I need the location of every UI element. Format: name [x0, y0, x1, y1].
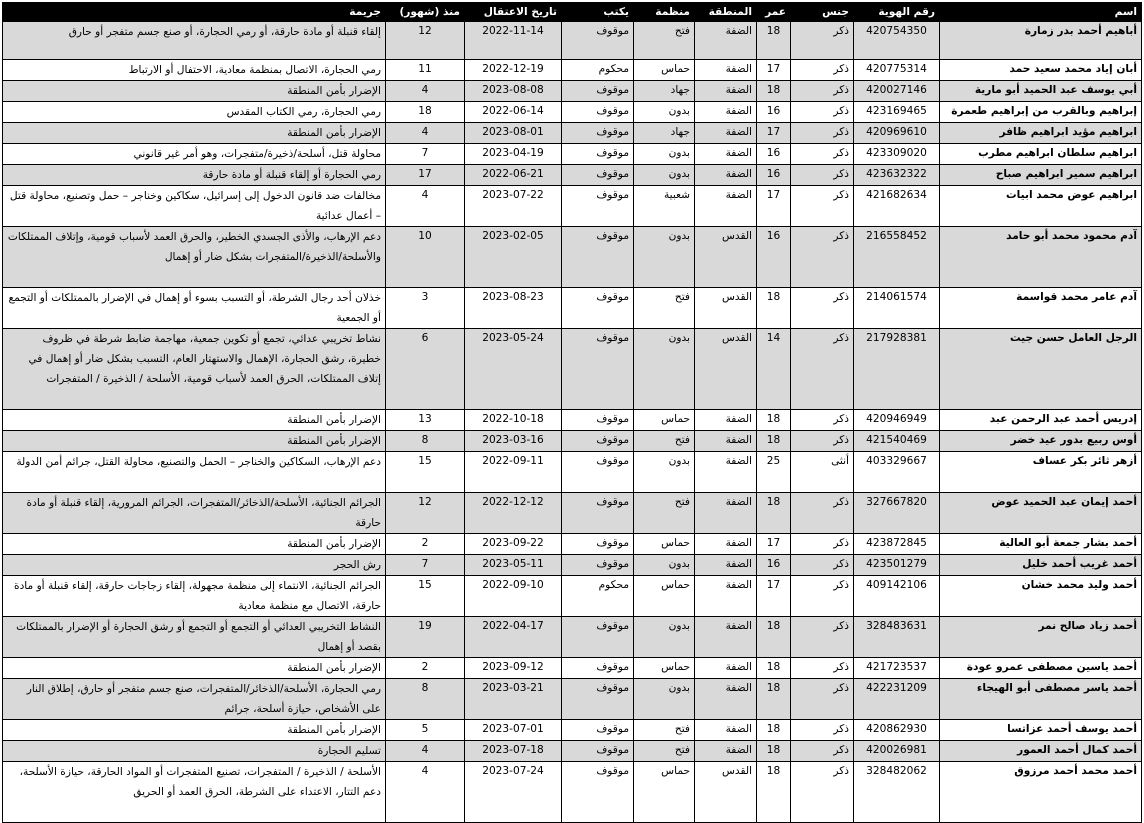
cell-org: بدون: [634, 452, 695, 493]
cell-name: أحمد ياسر مصطفى أبو الهيجاء: [940, 679, 1142, 720]
cell-gender: ذكر: [791, 186, 854, 227]
header-status: يكتب: [562, 3, 634, 22]
cell-status: موقوف: [562, 186, 634, 227]
cell-months: 8: [386, 431, 465, 452]
cell-months: 7: [386, 144, 465, 165]
cell-status: موقوف: [562, 534, 634, 555]
cell-region: الضفة: [695, 165, 757, 186]
table-row: [3, 741, 1142, 762]
cell-name: أبان إياد محمد سعيد حمد: [940, 60, 1142, 81]
cell-id: 420027146: [854, 81, 940, 102]
table-row: [3, 452, 1142, 493]
cell-months: 4: [386, 81, 465, 102]
cell-age: 18: [757, 679, 791, 720]
cell-status: موقوف: [562, 431, 634, 452]
cell-crime: الجرائم الجنائية، الانتماء إلى منظمة مجهولة، إلقاء زجاجات حارقة، إلقاء قنبلة أو مادة حارقة، الاتصال مع منظمة معادية: [3, 576, 386, 617]
cell-crime: الإضرار بأمن المنطقة: [3, 431, 386, 452]
cell-id: 328483631: [854, 617, 940, 658]
cell-age: 17: [757, 123, 791, 144]
cell-status: موقوف: [562, 227, 634, 288]
table-row: [3, 617, 1142, 658]
table-row: [3, 762, 1142, 823]
cell-age: 18: [757, 493, 791, 534]
cell-org: حماس: [634, 658, 695, 679]
cell-arrest-date: 2023-09-12: [465, 658, 562, 679]
cell-status: موقوف: [562, 81, 634, 102]
cell-org: حماس: [634, 410, 695, 431]
cell-age: 16: [757, 555, 791, 576]
cell-name: أبي يوسف عبد الحميد أبو مارية: [940, 81, 1142, 102]
cell-months: 4: [386, 762, 465, 823]
table-row: [3, 81, 1142, 102]
header-name: اسم: [940, 3, 1142, 22]
cell-org: بدون: [634, 102, 695, 123]
cell-age: 16: [757, 102, 791, 123]
table-row: [3, 720, 1142, 741]
cell-org: حماس: [634, 762, 695, 823]
cell-gender: ذكر: [791, 534, 854, 555]
cell-status: موقوف: [562, 452, 634, 493]
cell-status: موقوف: [562, 329, 634, 410]
cell-region: الضفة: [695, 741, 757, 762]
cell-id: 420754350: [854, 22, 940, 60]
cell-crime: رش الحجر: [3, 555, 386, 576]
cell-crime: نشاط تخريبي عدائي، تجمع أو تكوين جمعية، مهاجمة ضابط شرطة في ظروف خطيرة، رشق الحجارة، الإهمال والاستهتار العام، التسبب بشكل ضار أو إهمال في إتلاف الممتلكات، الحرق العمد لأسباب قومية، الأسلحة / الذخيرة / المتفجرات: [3, 329, 386, 410]
cell-id: 423872845: [854, 534, 940, 555]
cell-age: 18: [757, 288, 791, 329]
cell-months: 8: [386, 679, 465, 720]
cell-status: موقوف: [562, 102, 634, 123]
cell-org: بدون: [634, 329, 695, 410]
cell-org: بدون: [634, 165, 695, 186]
cell-age: 18: [757, 741, 791, 762]
cell-months: 13: [386, 410, 465, 431]
cell-arrest-date: 2023-05-11: [465, 555, 562, 576]
cell-arrest-date: 2022-09-11: [465, 452, 562, 493]
cell-months: 15: [386, 576, 465, 617]
detainees-table: [2, 2, 1142, 823]
cell-name: أحمد كمال أحمد العمور: [940, 741, 1142, 762]
cell-months: 18: [386, 102, 465, 123]
cell-gender: ذكر: [791, 123, 854, 144]
cell-id: 421682634: [854, 186, 940, 227]
table-row: [3, 186, 1142, 227]
cell-id: 421540469: [854, 431, 940, 452]
cell-age: 18: [757, 762, 791, 823]
header-org: منظمة: [634, 3, 695, 22]
cell-region: الضفة: [695, 410, 757, 431]
cell-crime: رمي الحجارة أو إلقاء قنبلة أو مادة حارقة: [3, 165, 386, 186]
table-row: [3, 123, 1142, 144]
cell-name: أحمد وليد محمد خشان: [940, 576, 1142, 617]
cell-age: 17: [757, 534, 791, 555]
cell-org: فتح: [634, 288, 695, 329]
cell-months: 4: [386, 123, 465, 144]
cell-org: بدون: [634, 227, 695, 288]
table-row: [3, 658, 1142, 679]
cell-id: 423309020: [854, 144, 940, 165]
cell-crime: خذلان أحد رجال الشرطة، أو التسبب بسوء أو إهمال في الإضرار بالممتلكات أو التجمع أو الجمعية: [3, 288, 386, 329]
cell-status: موقوف: [562, 741, 634, 762]
cell-arrest-date: 2023-07-22: [465, 186, 562, 227]
cell-months: 10: [386, 227, 465, 288]
cell-arrest-date: 2022-12-12: [465, 493, 562, 534]
cell-gender: ذكر: [791, 60, 854, 81]
cell-id: 217928381: [854, 329, 940, 410]
table-row: [3, 102, 1142, 123]
cell-gender: ذكر: [791, 227, 854, 288]
table-row: [3, 60, 1142, 81]
cell-months: 17: [386, 165, 465, 186]
cell-age: 17: [757, 186, 791, 227]
cell-gender: ذكر: [791, 288, 854, 329]
table-row: [3, 555, 1142, 576]
cell-months: 7: [386, 555, 465, 576]
cell-id: 409142106: [854, 576, 940, 617]
cell-id: 420946949: [854, 410, 940, 431]
cell-region: القدس: [695, 329, 757, 410]
cell-arrest-date: 2023-09-22: [465, 534, 562, 555]
cell-age: 18: [757, 81, 791, 102]
cell-name: ابراهيم عوض محمد ابيات: [940, 186, 1142, 227]
cell-region: الضفة: [695, 123, 757, 144]
cell-org: شعبية: [634, 186, 695, 227]
table-row: [3, 576, 1142, 617]
cell-arrest-date: 2023-04-19: [465, 144, 562, 165]
cell-org: بدون: [634, 555, 695, 576]
cell-status: محكوم: [562, 576, 634, 617]
cell-arrest-date: 2022-10-18: [465, 410, 562, 431]
cell-status: موقوف: [562, 658, 634, 679]
cell-name: أوس ربيع بدور عيد خضر: [940, 431, 1142, 452]
cell-name: إبراهيم وبالقرب من إبراهيم طعمرة: [940, 102, 1142, 123]
cell-id: 420862930: [854, 720, 940, 741]
cell-id: 328482062: [854, 762, 940, 823]
cell-org: فتح: [634, 741, 695, 762]
cell-months: 2: [386, 534, 465, 555]
cell-gender: ذكر: [791, 410, 854, 431]
cell-age: 17: [757, 576, 791, 617]
cell-name: أحمد إيمان عبد الحميد عوض: [940, 493, 1142, 534]
cell-status: موقوف: [562, 22, 634, 60]
cell-age: 17: [757, 60, 791, 81]
cell-org: فتح: [634, 22, 695, 60]
cell-region: الضفة: [695, 431, 757, 452]
cell-org: حماس: [634, 60, 695, 81]
cell-status: موقوف: [562, 165, 634, 186]
cell-region: القدس: [695, 288, 757, 329]
cell-months: 4: [386, 186, 465, 227]
cell-status: موقوف: [562, 720, 634, 741]
cell-id: 422231209: [854, 679, 940, 720]
cell-org: فتح: [634, 431, 695, 452]
cell-months: 5: [386, 720, 465, 741]
cell-crime: الإضرار بأمن المنطقة: [3, 534, 386, 555]
cell-age: 18: [757, 658, 791, 679]
cell-crime: الإضرار بأمن المنطقة: [3, 658, 386, 679]
cell-gender: ذكر: [791, 22, 854, 60]
cell-name: أحمد زياد صالح نمر: [940, 617, 1142, 658]
cell-name: آدم محمود محمد أبو حامد: [940, 227, 1142, 288]
cell-gender: ذكر: [791, 741, 854, 762]
cell-region: الضفة: [695, 102, 757, 123]
cell-status: موقوف: [562, 410, 634, 431]
cell-gender: ذكر: [791, 576, 854, 617]
cell-arrest-date: 2023-08-08: [465, 81, 562, 102]
cell-crime: الجرائم الجنائية، الأسلحة/الذخائر/المتفجرات، الجرائم المرورية، إلقاء قنبلة أو مادة حارقة: [3, 493, 386, 534]
cell-gender: ذكر: [791, 329, 854, 410]
cell-id: 420969610: [854, 123, 940, 144]
cell-crime: الإضرار بأمن المنطقة: [3, 123, 386, 144]
cell-arrest-date: 2023-08-01: [465, 123, 562, 144]
header-age: عمر: [757, 3, 791, 22]
cell-id: 216558452: [854, 227, 940, 288]
cell-name: ابراهيم سمير ابراهيم صباح: [940, 165, 1142, 186]
cell-org: حماس: [634, 576, 695, 617]
cell-age: 18: [757, 617, 791, 658]
cell-org: حماس: [634, 534, 695, 555]
cell-age: 18: [757, 431, 791, 452]
cell-id: 423501279: [854, 555, 940, 576]
cell-gender: ذكر: [791, 81, 854, 102]
cell-crime: إلقاء قنبلة أو مادة حارقة، أو رمي الحجارة، أو صنع جسم متفجر أو حارق: [3, 22, 386, 60]
cell-name: أحمد محمد أحمد مرزوق: [940, 762, 1142, 823]
table-row: [3, 410, 1142, 431]
cell-org: بدون: [634, 144, 695, 165]
cell-status: موقوف: [562, 493, 634, 534]
cell-org: جهاد: [634, 81, 695, 102]
cell-name: الرجل العامل حسن جيت: [940, 329, 1142, 410]
table-row: [3, 431, 1142, 452]
cell-age: 18: [757, 410, 791, 431]
cell-gender: ذكر: [791, 493, 854, 534]
cell-arrest-date: 2022-09-10: [465, 576, 562, 617]
cell-arrest-date: 2023-02-05: [465, 227, 562, 288]
cell-months: 3: [386, 288, 465, 329]
cell-status: موقوف: [562, 762, 634, 823]
cell-status: محكوم: [562, 60, 634, 81]
cell-crime: دعم الإرهاب، السكاكين والخناجر – الحمل والتصنيع، محاولة القتل، جرائم أمن الدولة: [3, 452, 386, 493]
cell-months: 19: [386, 617, 465, 658]
cell-gender: أنثى: [791, 452, 854, 493]
cell-region: الضفة: [695, 720, 757, 741]
cell-arrest-date: 2022-11-14: [465, 22, 562, 60]
table-row: [3, 165, 1142, 186]
cell-status: موقوف: [562, 123, 634, 144]
cell-status: موقوف: [562, 288, 634, 329]
table-row: [3, 534, 1142, 555]
header-months: منذ (شهور): [386, 3, 465, 22]
cell-arrest-date: 2023-07-24: [465, 762, 562, 823]
cell-gender: ذكر: [791, 431, 854, 452]
cell-org: جهاد: [634, 123, 695, 144]
cell-region: الضفة: [695, 493, 757, 534]
cell-arrest-date: 2022-04-17: [465, 617, 562, 658]
cell-crime: الإضرار بأمن المنطقة: [3, 81, 386, 102]
cell-arrest-date: 2022-06-21: [465, 165, 562, 186]
cell-months: 12: [386, 493, 465, 534]
cell-status: موقوف: [562, 144, 634, 165]
cell-region: الضفة: [695, 81, 757, 102]
cell-region: الضفة: [695, 186, 757, 227]
cell-org: بدون: [634, 617, 695, 658]
cell-gender: ذكر: [791, 617, 854, 658]
cell-gender: ذكر: [791, 144, 854, 165]
cell-months: 11: [386, 60, 465, 81]
cell-id: 327667820: [854, 493, 940, 534]
cell-age: 14: [757, 329, 791, 410]
cell-name: أزهر ثائر بكر عساف: [940, 452, 1142, 493]
header-row: [3, 3, 1142, 22]
cell-crime: الأسلحة / الذخيرة / المتفجرات، تصنيع المتفجرات أو المواد الحارقة، حيازة الأسلحة، دعم التتار، الاعتداء على الشرطة، الحرق العمد أو الحريق: [3, 762, 386, 823]
cell-region: الضفة: [695, 534, 757, 555]
header-gender: جنس: [791, 3, 854, 22]
cell-name: ابراهيم مؤيد ابراهيم ظافر: [940, 123, 1142, 144]
cell-age: 18: [757, 720, 791, 741]
cell-age: 16: [757, 144, 791, 165]
cell-months: 6: [386, 329, 465, 410]
table-row: [3, 22, 1142, 60]
cell-crime: الإضرار بأمن المنطقة: [3, 720, 386, 741]
cell-crime: دعم الإرهاب، والأذى الجسدي الخطير، والحرق العمد لأسباب قومية، وإتلاف الممتلكات والأسلحة/الذخيرة/المتفجرات بشكل ضار أو إهمال: [3, 227, 386, 288]
table-row: [3, 679, 1142, 720]
cell-gender: ذكر: [791, 555, 854, 576]
table-row: [3, 288, 1142, 329]
cell-name: أحمد ياسين مصطفى عمرو عودة: [940, 658, 1142, 679]
cell-arrest-date: 2022-06-14: [465, 102, 562, 123]
cell-name: أحمد يوسف أحمد عزاتسا: [940, 720, 1142, 741]
cell-gender: ذكر: [791, 679, 854, 720]
cell-region: القدس: [695, 227, 757, 288]
cell-region: الضفة: [695, 617, 757, 658]
cell-region: الضفة: [695, 60, 757, 81]
table-row: [3, 493, 1142, 534]
cell-id: 420775314: [854, 60, 940, 81]
table-row: [3, 329, 1142, 410]
cell-crime: تسليم الحجارة: [3, 741, 386, 762]
cell-status: موقوف: [562, 617, 634, 658]
cell-months: 15: [386, 452, 465, 493]
cell-age: 25: [757, 452, 791, 493]
cell-crime: مخالفات ضد قانون الدخول إلى إسرائيل، سكاكين وخناجر – حمل وتصنيع، محاولة قتل – أعمال عدائية: [3, 186, 386, 227]
cell-gender: ذكر: [791, 762, 854, 823]
cell-name: إدريس أحمد عبد الرحمن عبد: [940, 410, 1142, 431]
cell-gender: ذكر: [791, 165, 854, 186]
cell-region: الضفة: [695, 452, 757, 493]
cell-arrest-date: 2023-03-21: [465, 679, 562, 720]
cell-months: 12: [386, 22, 465, 60]
cell-gender: ذكر: [791, 102, 854, 123]
header-region: المنطقة: [695, 3, 757, 22]
cell-crime: رمي الحجارة، رمي الكتاب المقدس: [3, 102, 386, 123]
cell-id: 421723537: [854, 658, 940, 679]
cell-age: 18: [757, 22, 791, 60]
cell-org: فتح: [634, 493, 695, 534]
cell-age: 16: [757, 227, 791, 288]
cell-crime: رمي الحجارة، الأسلحة/الذخائر/المتفجرات، صنع جسم متفجر أو حارق، إطلاق النار على الأشخاص، حيازة أسلحة، جرائم: [3, 679, 386, 720]
cell-arrest-date: 2023-03-16: [465, 431, 562, 452]
cell-name: آدم عامر محمد قواسمة: [940, 288, 1142, 329]
cell-arrest-date: 2023-08-23: [465, 288, 562, 329]
cell-arrest-date: 2023-07-01: [465, 720, 562, 741]
cell-region: الضفة: [695, 22, 757, 60]
cell-months: 2: [386, 658, 465, 679]
cell-age: 16: [757, 165, 791, 186]
cell-crime: محاولة قتل، أسلحة/ذخيرة/متفجرات، وهو أمر غير قانوني: [3, 144, 386, 165]
cell-gender: ذكر: [791, 658, 854, 679]
cell-name: أحمد بشار جمعة أبو العالية: [940, 534, 1142, 555]
header-id: رقم الهوية: [854, 3, 940, 22]
cell-name: ابراهيم سلطان ابراهيم مطرب: [940, 144, 1142, 165]
cell-id: 420026981: [854, 741, 940, 762]
cell-region: القدس: [695, 762, 757, 823]
cell-region: الضفة: [695, 144, 757, 165]
cell-org: بدون: [634, 679, 695, 720]
cell-id: 423169465: [854, 102, 940, 123]
cell-id: 403329667: [854, 452, 940, 493]
cell-name: أباهيم أحمد بدر زمارة: [940, 22, 1142, 60]
table-row: [3, 144, 1142, 165]
header-arrest-date: تاريخ الاعتقال: [465, 3, 562, 22]
table-row: [3, 227, 1142, 288]
cell-gender: ذكر: [791, 720, 854, 741]
cell-region: الضفة: [695, 658, 757, 679]
cell-status: موقوف: [562, 679, 634, 720]
cell-status: موقوف: [562, 555, 634, 576]
cell-region: الضفة: [695, 576, 757, 617]
cell-name: أحمد غريب أحمد خليل: [940, 555, 1142, 576]
cell-arrest-date: 2022-12-19: [465, 60, 562, 81]
cell-crime: رمي الحجارة، الاتصال بمنظمة معادية، الاحتفال أو الارتباط: [3, 60, 386, 81]
cell-org: فتح: [634, 720, 695, 741]
cell-region: الضفة: [695, 679, 757, 720]
cell-crime: النشاط التخريبي العدائي أو التجمع أو التجمع أو رشق الحجارة أو الإضرار بالممتلكات بقصد أو إهمال: [3, 617, 386, 658]
cell-region: الضفة: [695, 555, 757, 576]
cell-arrest-date: 2023-05-24: [465, 329, 562, 410]
cell-crime: الإضرار بأمن المنطقة: [3, 410, 386, 431]
cell-arrest-date: 2023-07-18: [465, 741, 562, 762]
cell-months: 4: [386, 741, 465, 762]
cell-id: 214061574: [854, 288, 940, 329]
cell-id: 423632322: [854, 165, 940, 186]
header-crime: جريمة: [3, 3, 386, 22]
